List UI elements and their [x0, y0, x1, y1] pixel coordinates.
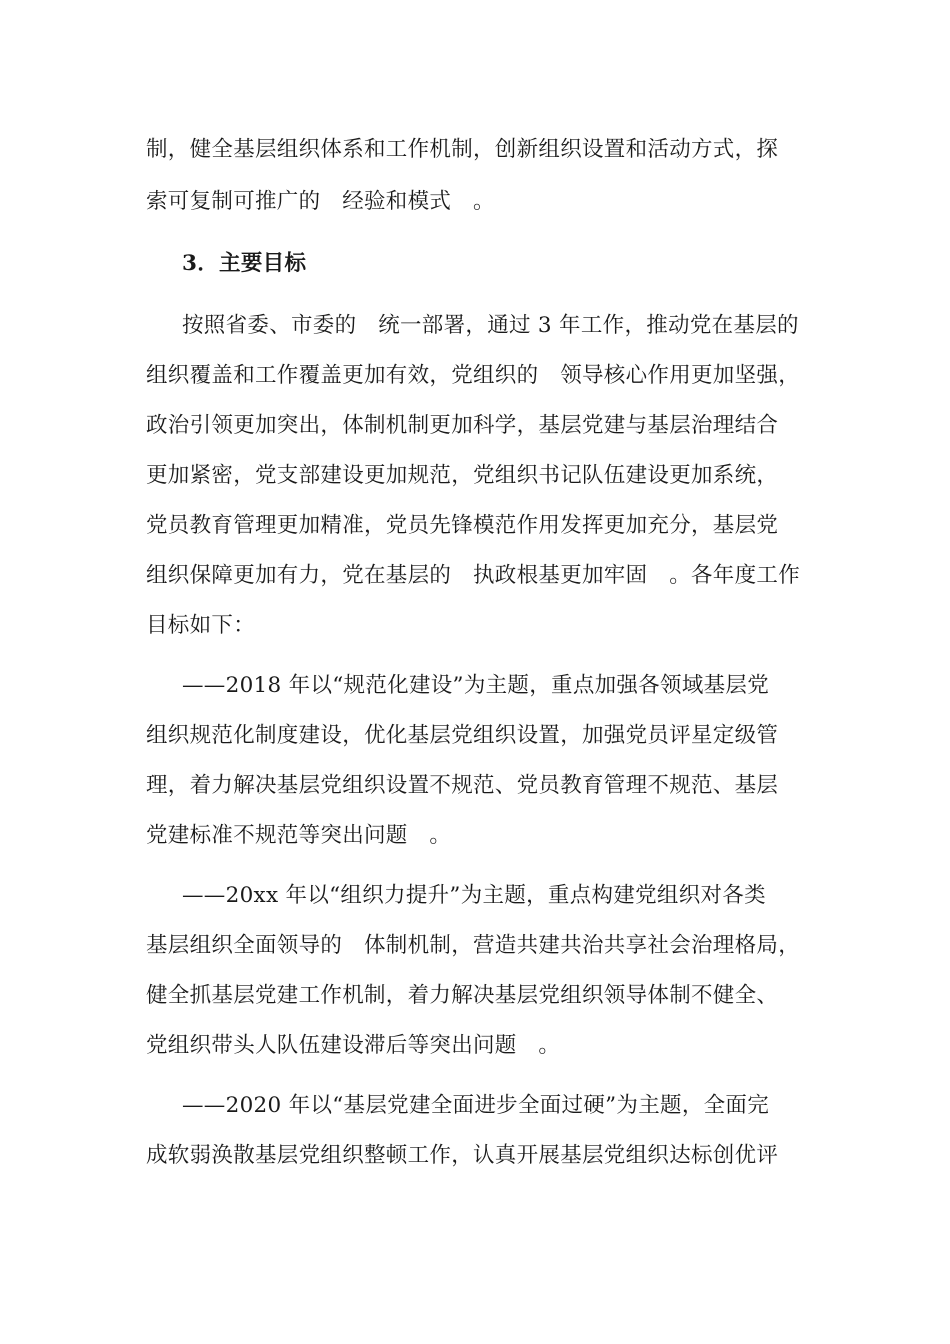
paragraph-line: 组织规范化制度建设，优化基层党组织设置，加强党员评星定级管	[146, 723, 779, 748]
paragraph-line: ——20xx 年以“组织力提升”为主题，重点构建党组织对各类	[182, 883, 766, 908]
paragraph-line: 基层组织全面领导的 体制机制，营造共建共治共享社会治理格局，	[146, 933, 801, 958]
paragraph-line: 党员教育管理更加精准，党员先锋模范作用发挥更加充分，基层党	[146, 513, 779, 538]
paragraph-line: 更加紧密，党支部建设更加规范，党组织书记队伍建设更加系统，	[146, 463, 779, 488]
paragraph-line: 成软弱涣散基层党组织整顿工作，认真开展基层党组织达标创优评	[146, 1143, 779, 1168]
paragraph-line: 索可复制可推广的 经验和模式 。	[146, 189, 495, 214]
paragraph-line: 按照省委、市委的 统一部署，通过 3 年工作，推动党在基层的	[182, 313, 799, 338]
paragraph-line: 党建标准不规范等突出问题 。	[146, 823, 452, 848]
section-heading: 3．主要目标	[182, 251, 307, 276]
paragraph-line: 组织覆盖和工作覆盖更加有效，党组织的 领导核心作用更加坚强，	[146, 363, 801, 388]
paragraph-line: 组织保障更加有力，党在基层的 执政根基更加牢固 。各年度工作	[146, 563, 801, 588]
paragraph-line: ——2018 年以“规范化建设”为主题，重点加强各领域基层党	[182, 673, 770, 698]
paragraph-line: 健全抓基层党建工作机制，着力解决基层党组织领导体制不健全、	[146, 983, 779, 1008]
paragraph-line: 党组织带头人队伍建设滞后等突出问题 。	[146, 1033, 561, 1058]
paragraph-line: 制，健全基层组织体系和工作机制，创新组织设置和活动方式，探	[146, 137, 779, 162]
paragraph-line: ——2020 年以“基层党建全面进步全面过硬”为主题，全面完	[182, 1093, 770, 1118]
paragraph-line: 政治引领更加突出，体制机制更加科学，基层党建与基层治理结合	[146, 413, 779, 438]
paragraph-line: 目标如下：	[146, 613, 256, 638]
paragraph-line: 理，着力解决基层党组织设置不规范、党员教育管理不规范、基层	[146, 773, 779, 798]
